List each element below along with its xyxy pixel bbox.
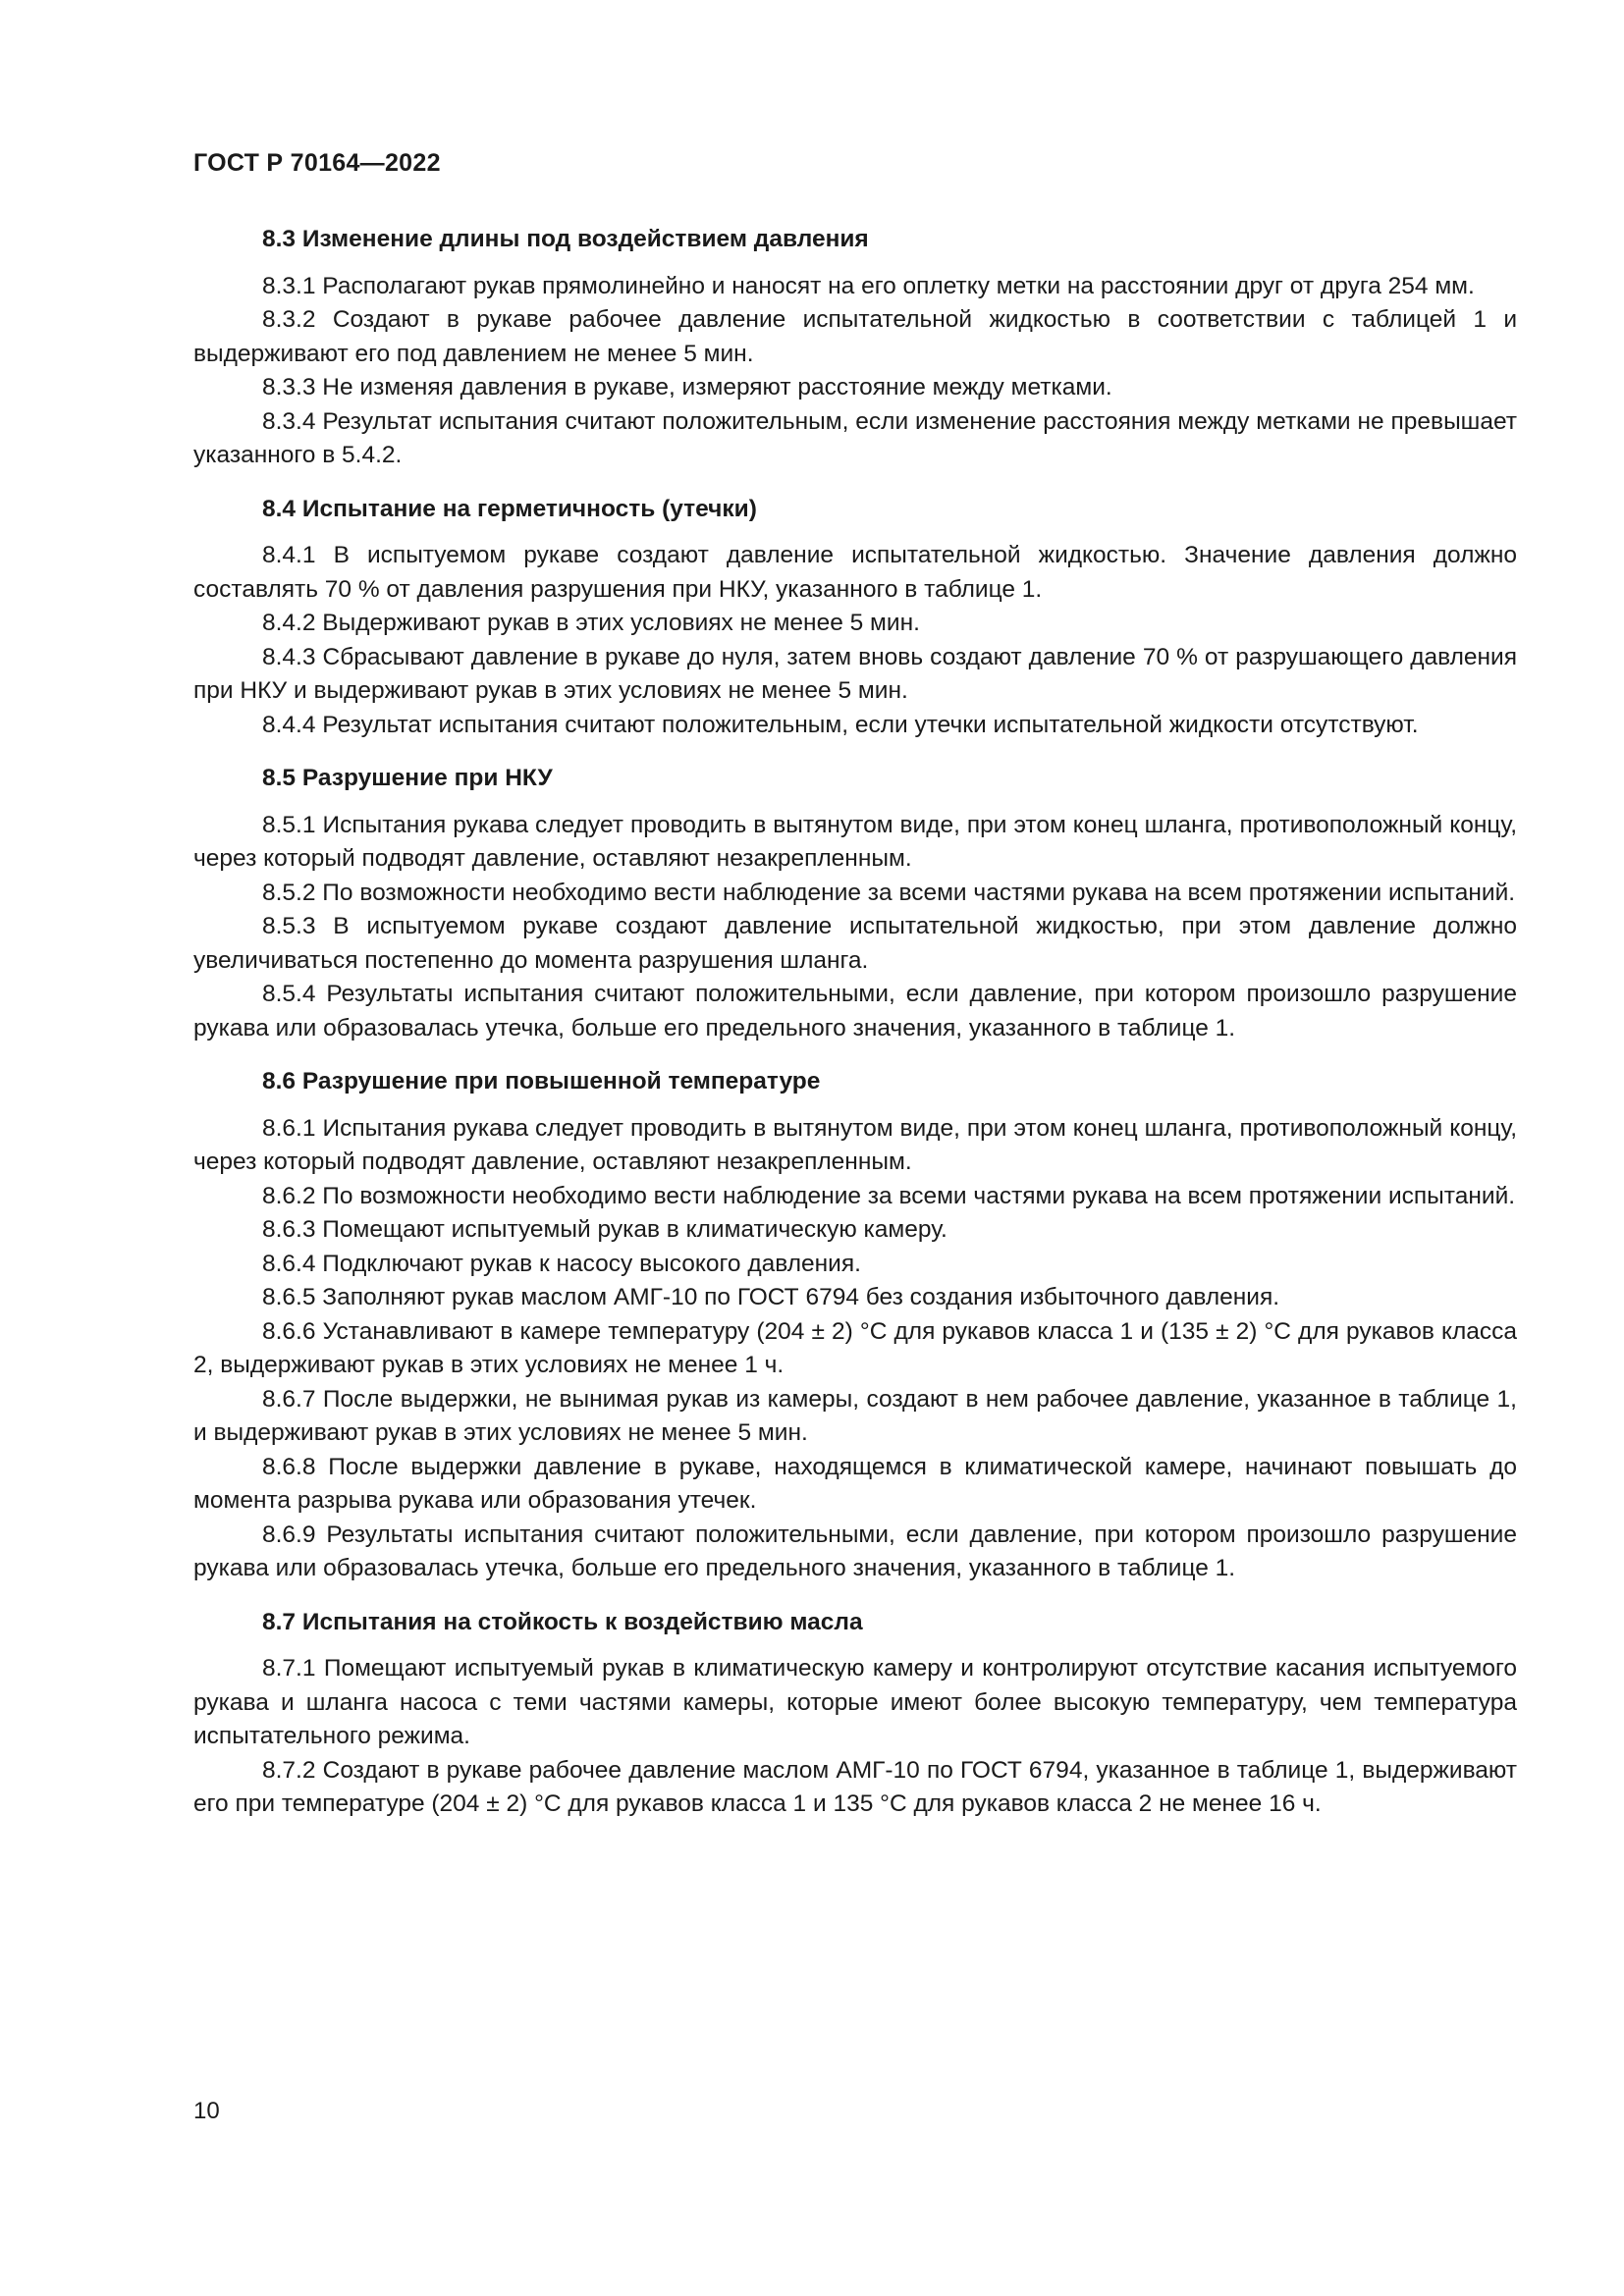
paragraph: 8.6.1 Испытания рукава следует проводить в вытянутом виде, при этом конец шланга, противоположный концу, через который подводят давление, оставляют незакрепленным. (193, 1114, 1517, 1175)
paragraph: 8.6.7 После выдержки, не вынимая рукав из камеры, создают в нем рабочее давление, указанное в таблице 1, и выдерживают рукав в этих условиях не менее 5 мин. (193, 1385, 1517, 1446)
document-header: ГОСТ Р 70164—2022 (193, 149, 441, 177)
paragraph: 8.6.9 Результаты испытания считают положительными, если давление, при котором произошло разрушение рукава или образовалась утечка, больше его предельного значения, указанного в таблице 1. (193, 1521, 1517, 1581)
paragraph: 8.6.4 Подключают рукав к насосу высокого давления. (262, 1250, 861, 1277)
paragraph: 8.6.5 Заполняют рукав маслом АМГ-10 по ГОСТ 6794 без создания избыточного давления. (262, 1284, 1280, 1310)
section-title: 8.4 Испытание на герметичность (утечки) (262, 495, 757, 522)
paragraph: 8.4.1 В испытуемом рукаве создают давление испытательной жидкостью. Значение давления должно составлять 70 % от давления разрушения при НКУ, указанного в таблице 1. (193, 542, 1517, 603)
section-title: 8.6 Разрушение при повышенной температуре (262, 1068, 821, 1095)
paragraph: 8.5.3 В испытуемом рукаве создают давление испытательной жидкостью, при этом давление должно увеличиваться постепенно до момента разрушения шланга. (193, 913, 1517, 974)
paragraph: 8.5.4 Результаты испытания считают положительными, если давление, при котором произошло разрушение рукава или образовалась утечка, больше его предельного значения, указанного в таблице 1. (193, 981, 1517, 1041)
section-title: 8.3 Изменение длины под воздействием давления (262, 226, 869, 252)
paragraph: 8.6.3 Помещают испытуемый рукав в климатическую камеру. (262, 1216, 947, 1243)
paragraph: 8.3.4 Результат испытания считают положительным, если изменение расстояния между метками не превышает указанного в 5.4.2. (193, 407, 1517, 468)
paragraph: 8.3.2 Создают в рукаве рабочее давление испытательной жидкостью в соответствии с таблицей 1 и выдерживают его под давлением не менее 5 мин. (193, 306, 1517, 367)
section-8-4 (193, 493, 1517, 743)
section-8-5 (193, 762, 1517, 1045)
paragraph: 8.7.2 Создают в рукаве рабочее давление маслом АМГ-10 по ГОСТ 6794, указанное в таблице 1, выдерживают его при температуре (204 ± 2) °С для рукавов класса 1 и 135 °С для рукавов класса 2 не менее 16 ч. (193, 1756, 1517, 1817)
paragraph: 8.6.8 После выдержки давление в рукаве, находящемся в климатической камере, начинают повышать до момента разрыва рукава или образования утечек. (193, 1453, 1517, 1514)
paragraph: 8.4.3 Сбрасывают давление в рукаве до нуля, затем вновь создают давление 70 % от разрушающего давления при НКУ и выдерживают рукав в этих условиях не менее 5 мин. (193, 643, 1517, 704)
paragraph: 8.6.6 Устанавливают в камере температуру (204 ± 2) °С для рукавов класса 1 и (135 ± 2) °С для рукавов класса 2, выдерживают рукав в этих условиях не менее 1 ч. (193, 1317, 1517, 1378)
section-title: 8.5 Разрушение при НКУ (262, 765, 553, 791)
document-body (193, 223, 1517, 1842)
paragraph: 8.4.2 Выдерживают рукав в этих условиях не менее 5 мин. (262, 610, 920, 636)
section-8-6 (193, 1065, 1517, 1586)
paragraph: 8.5.2 По возможности необходимо вести наблюдение за всеми частями рукава на всем протяжении испытаний. (262, 879, 1516, 906)
section-title: 8.7 Испытания на стойкость к воздействию масла (262, 1608, 863, 1635)
paragraph: 8.5.1 Испытания рукава следует проводить в вытянутом виде, при этом конец шланга, противоположный концу, через который подводят давление, оставляют незакрепленным. (193, 811, 1517, 872)
paragraph: 8.6.2 По возможности необходимо вести наблюдение за всеми частями рукава на всем протяжении испытаний. (262, 1182, 1516, 1209)
paragraph: 8.4.4 Результат испытания считают положительным, если утечки испытательной жидкости отсутствуют. (262, 711, 1419, 738)
paragraph: 8.7.1 Помещают испытуемый рукав в климатическую камеру и контролируют отсутствие касания испытуемого рукава и шланга насоса с теми частями камеры, которые имеют более высокую температуру, чем температура испытательного режима. (193, 1655, 1517, 1749)
section-8-3 (193, 223, 1517, 473)
paragraph: 8.3.1 Располагают рукав прямолинейно и наносят на его оплетку метки на расстоянии друг от друга 254 мм. (262, 272, 1475, 299)
page-number: 10 (193, 2098, 220, 2124)
section-8-7 (193, 1606, 1517, 1822)
paragraph: 8.3.3 Не изменяя давления в рукаве, измеряют расстояние между метками. (262, 374, 1112, 400)
